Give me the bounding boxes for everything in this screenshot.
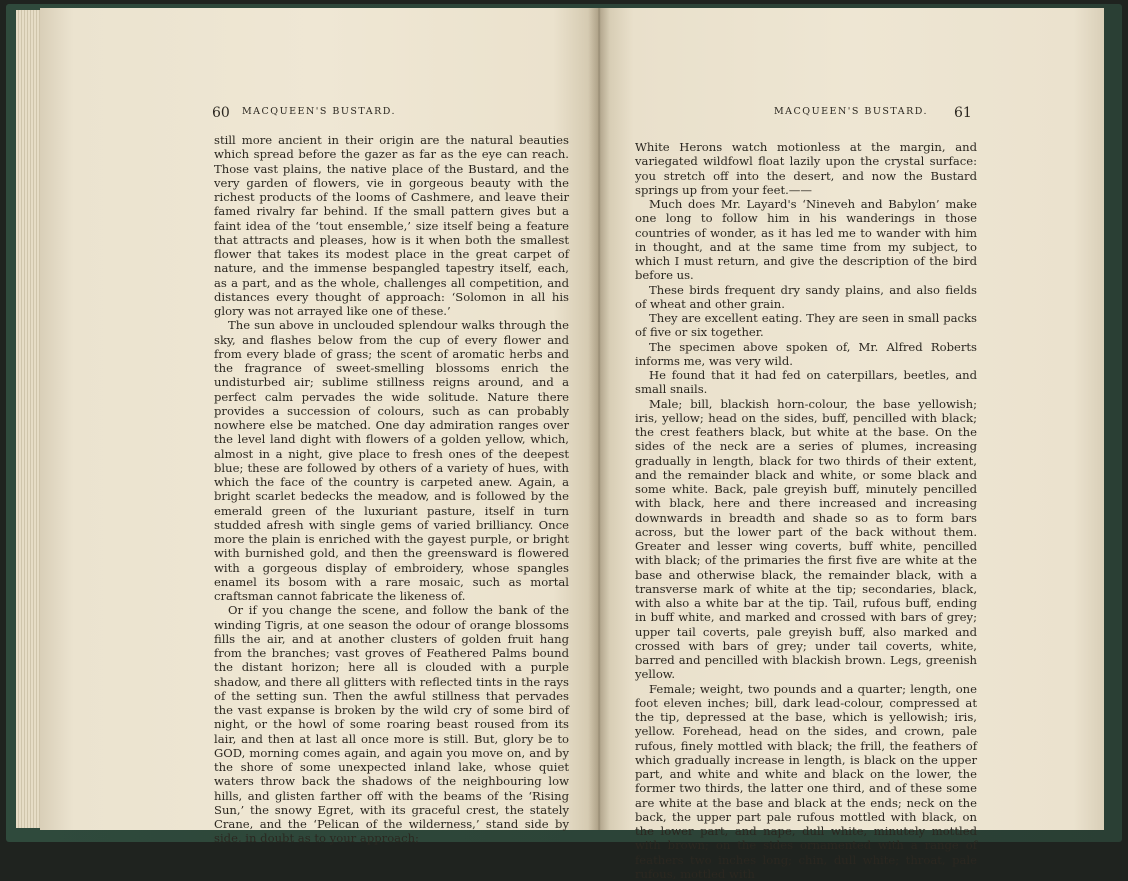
page-edges-left — [16, 10, 42, 828]
page-number: 60 — [212, 105, 230, 121]
paragraph: He found that it had fed on caterpillars, beetles, and small snails. — [635, 368, 977, 397]
paragraph: Much does Mr. Layard's ‘Nineveh and Babylon’ make one long to follow him in his wanderings in those countries of wonder, as it has led me to wander with him in thought, and at the same time from my subject, to which I must return, and give the description of the bird before us. — [635, 197, 977, 283]
page-number: 61 — [954, 105, 972, 121]
paragraph: White Herons watch motionless at the margin, and variegated wildfowl float lazily upon the crystal surface: you stretch off into the desert, and now the Bustard springs up from your feet.—— — [635, 140, 977, 197]
body-text — [214, 133, 569, 846]
paragraph: These birds frequent dry sandy plains, and also fields of wheat and other grain. — [635, 283, 977, 312]
page-edges-right — [1102, 14, 1116, 826]
paragraph: They are excellent eating. They are seen in small packs of five or six together. — [635, 311, 977, 340]
paragraph: The sun above in unclouded splendour walks through the sky, and flashes below from the cup of every flower and from every blade of grass; the scent of aromatic herbs and the fragrance of sweet-smelling blossoms enrich the undisturbed air; sublime stillness reigns around, and a perfect calm pervades the wide solitude. Nature there provides a succession of colours, such as can probably nowhere else be matched. One day admiration ranges over the level land dight with flowers of a golden yellow, which, almost in a night, give place to fresh ones of the deepest blue; these are followed by others of a variety of hues, with which the face of the country is carpeted anew. Again, a bright scarlet bedecks the meadow, and is followed by the emerald green of the luxuriant pasture, itself in turn studded afresh with single gems of varied brilliancy. Once more the plain is enriched with the gayest purple, or bright with burnished gold, and then the greensward is flowered with a gorgeous display of embroidery, whose spangles enamel its bosom with a rare mosaic, such as mortal craftsman cannot fabricate the likeness of. — [214, 318, 569, 603]
running-head: MACQUEEN'S BUSTARD. — [40, 106, 598, 124]
paragraph: Male; bill, blackish horn-colour, the base yellowish; iris, yellow; head on the sides, buff, pencilled with black; the crest feathers black, but white at the base. On the sides of the neck are a series of plumes, increasing gradually in length, black for two thirds of their extent, and the remainder black and white, or some black and some white. Back, pale greyish buff, minutely pencilled with black, here and there increased and increasing downwards in breadth and shade so as to form bars across, but the lower part of the back without them. Greater and lesser wing coverts, buff white, pencilled with black; of the primaries the first five are white at the base and otherwise black, the remainder black, with a transverse mark of white at the tip; secondaries, black, with also a white bar at the tip. Tail, rufous buff, ending in buff white, and marked and crossed with bars of grey; upper tail coverts, pale greyish buff, also marked and crossed with bars of grey; under tail coverts, white, barred and pencilled with blackish brown. Legs, greenish yellow. — [635, 397, 977, 682]
paragraph: Female; weight, two pounds and a quarter; length, one foot eleven inches; bill, dark lead-colour, compressed at the tip, depressed at the base, which is yellowish; iris, yellow. Forehead, head on the sides, and crown, pale rufous, finely mottled with black; the frill, the feathers of which gradually increase in length, is black on the upper part, and white and white and black on the lower, the former two thirds, the latter one third, and of these some are white at the base and black at the ends; neck on the back, the upper part pale rufous mottled with black, on the lower part, and nape, dull white, minutely mottled with brown; on the sides ornamented with a range of feathers two inches long; chin, dull white; throat, pale rufous, mottled with — [635, 682, 977, 881]
left-page — [40, 8, 598, 830]
running-head: MACQUEEN'S BUSTARD. — [598, 106, 1104, 124]
paragraph: The specimen above spoken of, Mr. Alfred Roberts informs me, was very wild. — [635, 340, 977, 369]
right-page — [598, 8, 1104, 830]
body-text — [635, 140, 977, 881]
paragraph: Or if you change the scene, and follow the bank of the winding Tigris, at one season the odour of orange blossoms fills the air, and at another clusters of golden fruit hang from the branches; vast groves of Feathered Palms bound the distant horizon; here all is clouded with a purple shadow, and there all glitters with reflected tints in the rays of the setting sun. Then the awful stillness that pervades the vast expanse is broken by the wild cry of some bird of night, or the howl of some roaring beast roused from its lair, and then at last all once more is still. But, glory be to GOD, morning comes again, and again you move on, and by the shore of some unexpected inland lake, whose quiet waters throw back the shadows of the neighbouring low hills, and glisten farther off with the beams of the ‘Rising Sun,’ the snowy Egret, with its graceful crest, the stately Crane, and the ‘Pelican of the wilderness,’ stand side by side, in doubt as to your approach; — [214, 603, 569, 845]
paragraph: still more ancient in their origin are the natural beauties which spread before the gazer as far as the eye can reach. Those vast plains, the native place of the Bustard, and the very garden of flowers, vie in gorgeous beauty with the richest products of the looms of Cashmere, and leave their famed rivalry far behind. If the small pattern gives but a faint idea of the ‘tout ensemble,’ size itself being a feature that attracts and pleases, how is it when both the smallest flower that takes its modest place in the great carpet of nature, and the immense bespangled tapestry itself, each, as a part, and as the whole, challenges all competition, and distances every thought of approach: ‘Solomon in all his glory was not arrayed like one of these.’ — [214, 133, 569, 318]
